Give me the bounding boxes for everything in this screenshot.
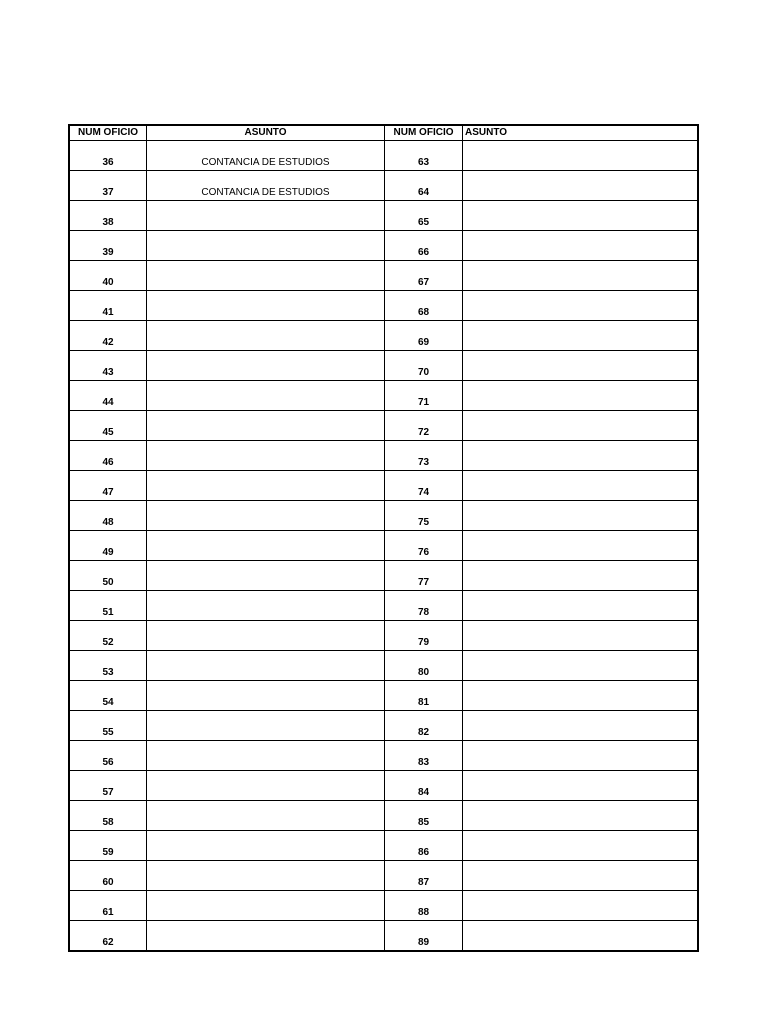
asunto-cell[interactable] <box>147 861 385 891</box>
asunto-cell[interactable] <box>147 261 385 291</box>
asunto-cell[interactable] <box>463 591 699 621</box>
num-oficio-cell[interactable]: 72 <box>385 411 463 441</box>
num-oficio-cell[interactable]: 87 <box>385 861 463 891</box>
asunto-cell[interactable] <box>147 291 385 321</box>
num-oficio-cell[interactable]: 73 <box>385 441 463 471</box>
num-oficio-cell[interactable]: 65 <box>385 201 463 231</box>
asunto-cell[interactable] <box>147 531 385 561</box>
table-row <box>69 651 698 681</box>
num-oficio-cell[interactable]: 77 <box>385 561 463 591</box>
num-oficio-cell[interactable]: 86 <box>385 831 463 861</box>
asunto-cell[interactable] <box>463 741 699 771</box>
table-row <box>69 501 698 531</box>
asunto-cell[interactable] <box>147 681 385 711</box>
table-row <box>69 531 698 561</box>
num-oficio-cell[interactable]: 39 <box>69 231 147 261</box>
asunto-cell[interactable]: CONTANCIA DE ESTUDIOS <box>147 171 385 201</box>
table-row <box>69 141 698 171</box>
asunto-cell[interactable] <box>147 591 385 621</box>
num-oficio-cell[interactable]: 50 <box>69 561 147 591</box>
asunto-cell[interactable] <box>147 651 385 681</box>
oficio-table <box>68 124 699 952</box>
table-row <box>69 471 698 501</box>
asunto-cell[interactable] <box>463 861 699 891</box>
asunto-cell[interactable] <box>147 201 385 231</box>
asunto-cell[interactable] <box>463 441 699 471</box>
asunto-cell[interactable] <box>463 351 699 381</box>
asunto-cell[interactable] <box>463 831 699 861</box>
asunto-cell[interactable] <box>463 801 699 831</box>
num-oficio-cell[interactable]: 89 <box>385 921 463 952</box>
table-row <box>69 171 698 201</box>
num-oficio-cell[interactable]: 81 <box>385 681 463 711</box>
asunto-cell[interactable] <box>147 381 385 411</box>
num-oficio-cell[interactable]: 80 <box>385 651 463 681</box>
num-oficio-cell[interactable]: 60 <box>69 861 147 891</box>
asunto-cell[interactable] <box>463 381 699 411</box>
num-oficio-cell[interactable]: 66 <box>385 231 463 261</box>
table-row <box>69 681 698 711</box>
num-oficio-cell[interactable]: 43 <box>69 351 147 381</box>
asunto-cell[interactable] <box>463 471 699 501</box>
asunto-cell[interactable] <box>463 291 699 321</box>
num-oficio-cell[interactable]: 62 <box>69 921 147 952</box>
table-row <box>69 831 698 861</box>
asunto-cell[interactable] <box>463 531 699 561</box>
asunto-cell[interactable] <box>463 501 699 531</box>
header-num-oficio-left: NUM OFICIO <box>69 125 147 141</box>
num-oficio-cell[interactable]: 37 <box>69 171 147 201</box>
table-row <box>69 891 698 921</box>
asunto-cell[interactable] <box>463 681 699 711</box>
table-row <box>69 801 698 831</box>
asunto-cell[interactable] <box>463 201 699 231</box>
table-row <box>69 591 698 621</box>
table-row <box>69 711 698 741</box>
num-oficio-cell[interactable]: 63 <box>385 141 463 171</box>
num-oficio-cell[interactable]: 74 <box>385 471 463 501</box>
table-row <box>69 861 698 891</box>
table-row <box>69 621 698 651</box>
asunto-cell[interactable] <box>147 711 385 741</box>
asunto-cell[interactable] <box>463 261 699 291</box>
num-oficio-cell[interactable]: 46 <box>69 441 147 471</box>
table-row <box>69 411 698 441</box>
asunto-cell[interactable] <box>147 351 385 381</box>
num-oficio-cell[interactable]: 55 <box>69 711 147 741</box>
table-row <box>69 261 698 291</box>
header-asunto-left: ASUNTO <box>147 125 385 141</box>
asunto-cell[interactable]: CONTANCIA DE ESTUDIOS <box>147 141 385 171</box>
asunto-cell[interactable] <box>147 921 385 952</box>
asunto-cell[interactable] <box>463 171 699 201</box>
table-row <box>69 561 698 591</box>
num-oficio-cell[interactable]: 53 <box>69 651 147 681</box>
asunto-cell[interactable] <box>463 921 699 952</box>
num-oficio-cell[interactable]: 36 <box>69 141 147 171</box>
num-oficio-cell[interactable]: 69 <box>385 321 463 351</box>
num-oficio-cell[interactable]: 52 <box>69 621 147 651</box>
asunto-cell[interactable] <box>463 771 699 801</box>
num-oficio-cell[interactable]: 42 <box>69 321 147 351</box>
asunto-cell[interactable] <box>147 501 385 531</box>
num-oficio-cell[interactable]: 83 <box>385 741 463 771</box>
num-oficio-cell[interactable]: 56 <box>69 741 147 771</box>
asunto-cell[interactable] <box>147 411 385 441</box>
asunto-cell[interactable] <box>463 711 699 741</box>
num-oficio-cell[interactable]: 40 <box>69 261 147 291</box>
table-header-row <box>69 125 698 141</box>
table-row <box>69 291 698 321</box>
table-row <box>69 441 698 471</box>
num-oficio-cell[interactable]: 44 <box>69 381 147 411</box>
num-oficio-cell[interactable]: 57 <box>69 771 147 801</box>
asunto-cell[interactable] <box>147 441 385 471</box>
asunto-cell[interactable] <box>147 621 385 651</box>
asunto-cell[interactable] <box>147 321 385 351</box>
num-oficio-cell[interactable]: 85 <box>385 801 463 831</box>
num-oficio-cell[interactable]: 64 <box>385 171 463 201</box>
asunto-cell[interactable] <box>463 321 699 351</box>
num-oficio-cell[interactable]: 75 <box>385 501 463 531</box>
num-oficio-cell[interactable]: 54 <box>69 681 147 711</box>
asunto-cell[interactable] <box>147 231 385 261</box>
asunto-cell[interactable] <box>463 891 699 921</box>
asunto-cell[interactable] <box>463 231 699 261</box>
table-row <box>69 771 698 801</box>
num-oficio-cell[interactable]: 82 <box>385 711 463 741</box>
asunto-cell[interactable] <box>463 411 699 441</box>
num-oficio-cell[interactable]: 61 <box>69 891 147 921</box>
table-row <box>69 921 698 952</box>
num-oficio-cell[interactable]: 76 <box>385 531 463 561</box>
asunto-cell[interactable] <box>463 621 699 651</box>
num-oficio-cell[interactable]: 48 <box>69 501 147 531</box>
asunto-cell[interactable] <box>147 891 385 921</box>
table-row <box>69 381 698 411</box>
asunto-cell[interactable] <box>463 561 699 591</box>
asunto-cell[interactable] <box>147 471 385 501</box>
num-oficio-cell[interactable]: 84 <box>385 771 463 801</box>
num-oficio-cell[interactable]: 38 <box>69 201 147 231</box>
asunto-cell[interactable] <box>463 651 699 681</box>
num-oficio-cell[interactable]: 88 <box>385 891 463 921</box>
num-oficio-cell[interactable]: 70 <box>385 351 463 381</box>
header-asunto-right: ASUNTO <box>463 125 699 141</box>
table-body <box>69 141 698 952</box>
asunto-cell[interactable] <box>463 141 699 171</box>
table-row <box>69 201 698 231</box>
num-oficio-cell[interactable]: 49 <box>69 531 147 561</box>
num-oficio-cell[interactable]: 51 <box>69 591 147 621</box>
asunto-cell[interactable] <box>147 831 385 861</box>
num-oficio-cell[interactable]: 71 <box>385 381 463 411</box>
num-oficio-cell[interactable]: 41 <box>69 291 147 321</box>
asunto-cell[interactable] <box>147 741 385 771</box>
asunto-cell[interactable] <box>147 801 385 831</box>
asunto-cell[interactable] <box>147 771 385 801</box>
num-oficio-cell[interactable]: 59 <box>69 831 147 861</box>
num-oficio-cell[interactable]: 58 <box>69 801 147 831</box>
table-row <box>69 741 698 771</box>
num-oficio-cell[interactable]: 79 <box>385 621 463 651</box>
table-row <box>69 231 698 261</box>
table-row <box>69 351 698 381</box>
header-num-oficio-right: NUM OFICIO <box>385 125 463 141</box>
num-oficio-cell[interactable]: 45 <box>69 411 147 441</box>
num-oficio-cell[interactable]: 78 <box>385 591 463 621</box>
num-oficio-cell[interactable]: 67 <box>385 261 463 291</box>
asunto-cell[interactable] <box>147 561 385 591</box>
table-row <box>69 321 698 351</box>
num-oficio-cell[interactable]: 68 <box>385 291 463 321</box>
num-oficio-cell[interactable]: 47 <box>69 471 147 501</box>
